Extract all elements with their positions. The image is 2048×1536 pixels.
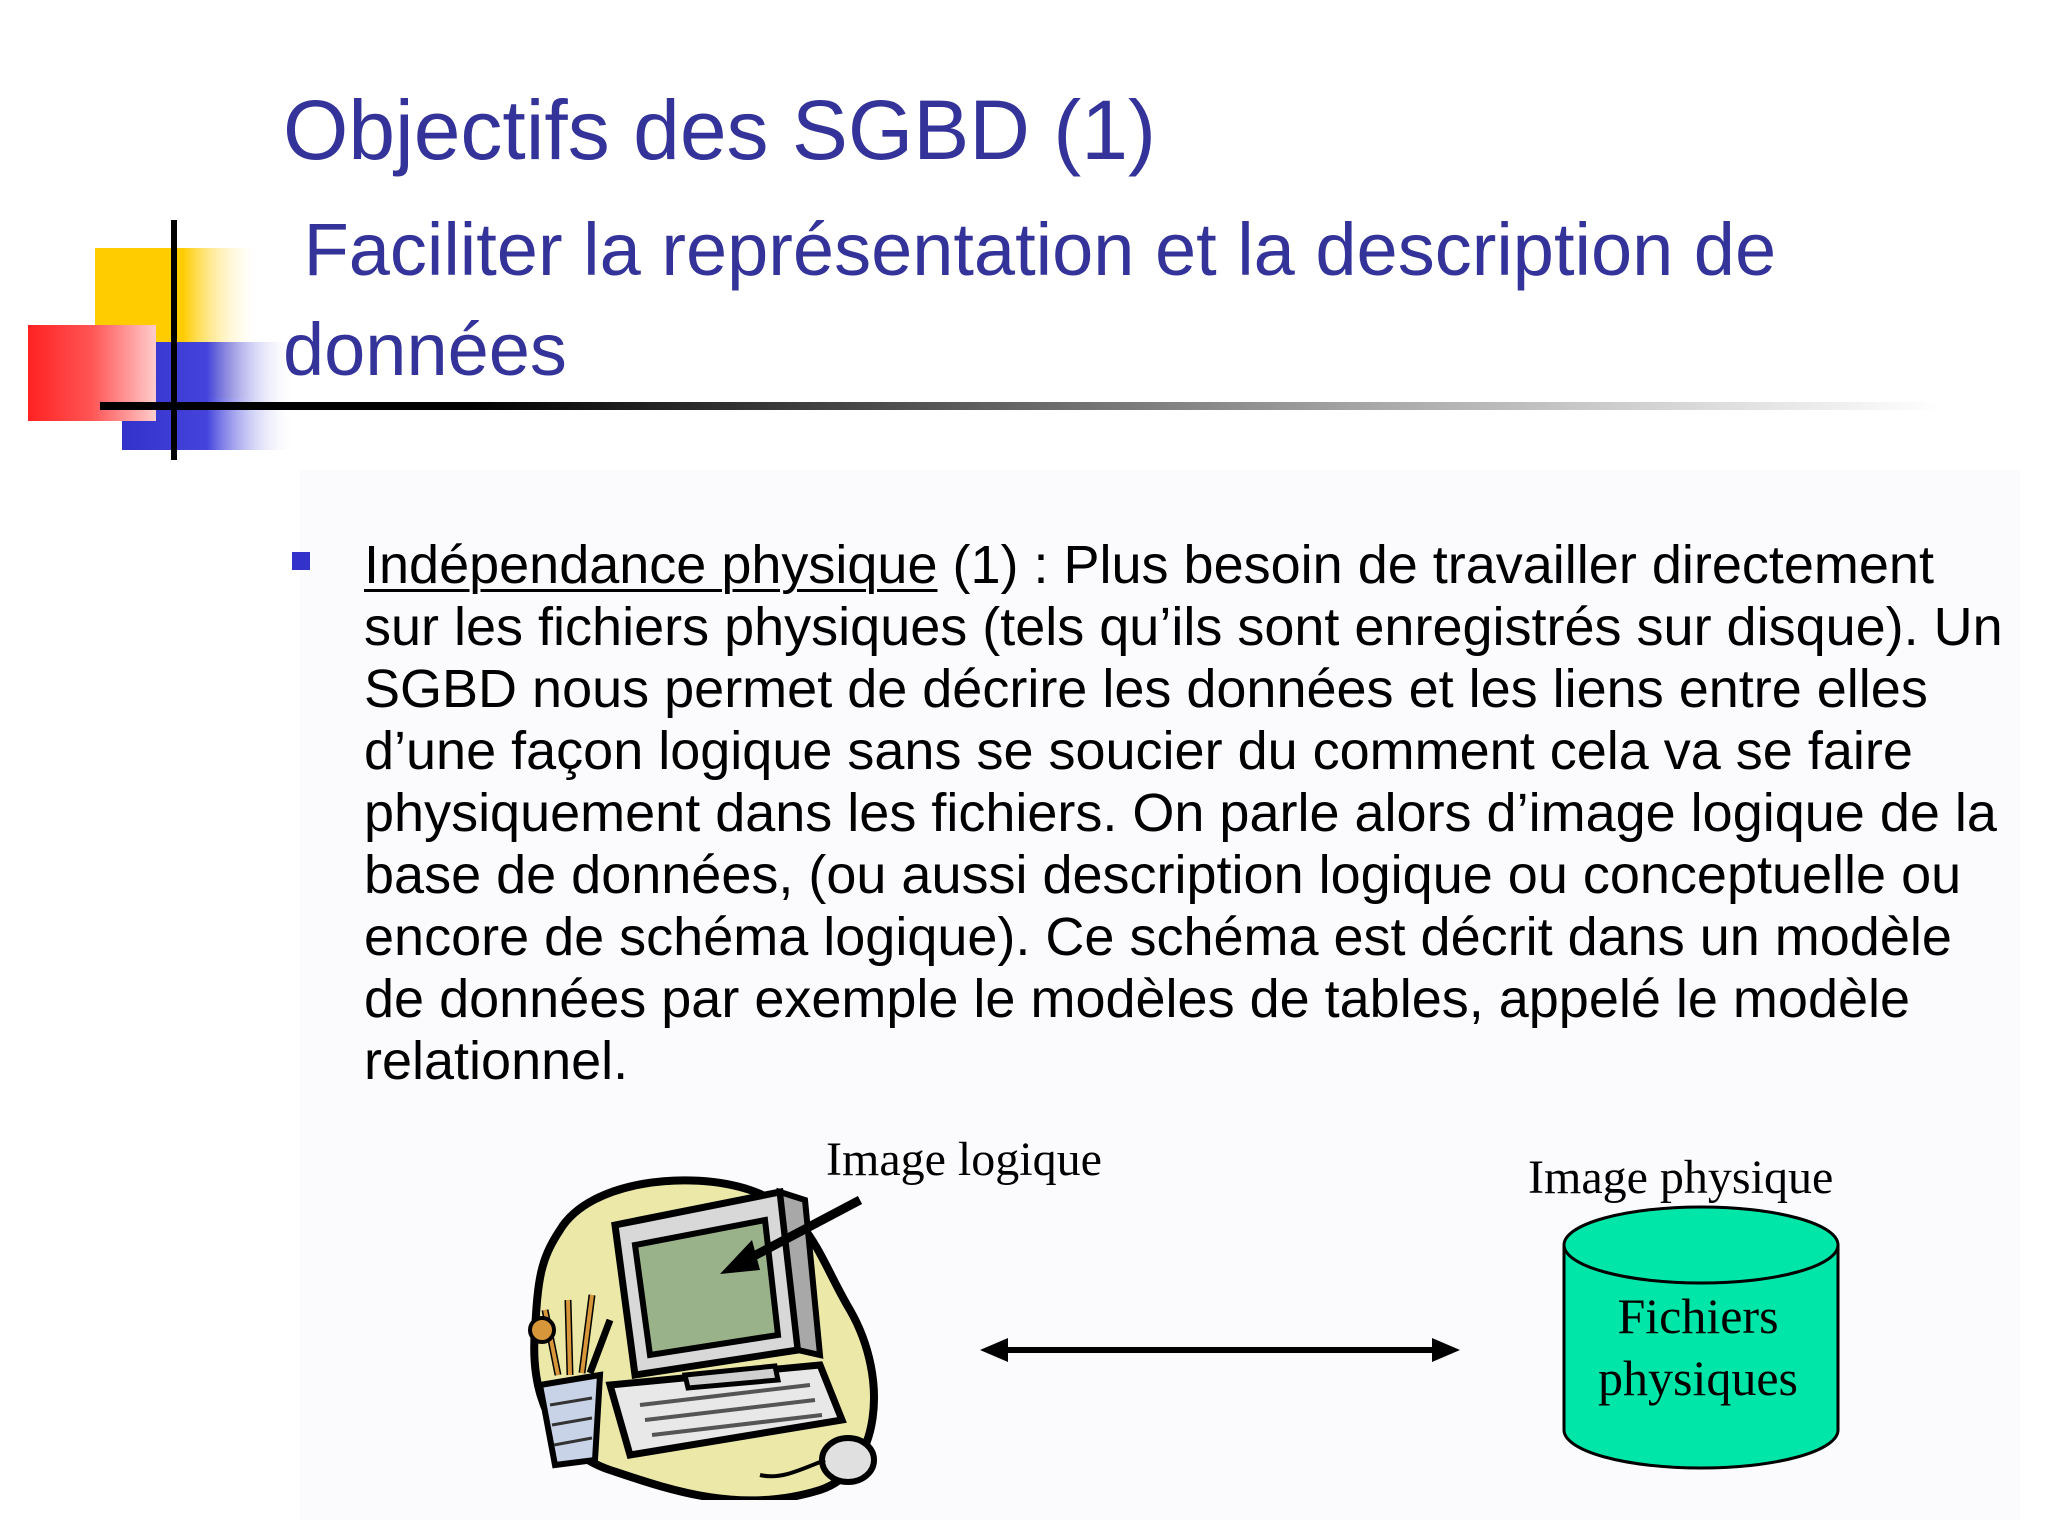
cylinder-label: Fichiers physiques xyxy=(1598,1288,1798,1406)
bullet-paragraph xyxy=(364,534,2004,1092)
decorative-squares-icon xyxy=(0,200,300,480)
physical-image-label: Image physique xyxy=(1528,1151,1834,1204)
bullet-body: (1) : Plus besoin de travailler directement sur les fichiers physiques (tels qu’ils sont enregistrés sur disque). Un SGBD nous permet de décrire les données et les liens entre elles d’une façon logique sans se soucier du comment cela va se faire physiquement dans les fichiers. On parle alors d’image logique de la base de données, (ou aussi description logique ou conceptuelle ou encore de schéma logique). Ce schéma est décrit dans un modèle de données par exemple le modèles de tables, appelé le modèle relationnel. xyxy=(364,535,2003,1091)
bullet-term: Indépendance physique xyxy=(364,535,938,595)
computer-clipart-icon xyxy=(520,1170,900,1500)
bullet-square-icon xyxy=(292,552,310,570)
logical-image-label: Image logique xyxy=(826,1133,1102,1186)
title-divider xyxy=(100,402,1940,410)
page-subtitle: Faciliter la représentation et la description de données xyxy=(283,208,1777,391)
double-headed-arrow-icon xyxy=(980,1330,1460,1370)
page-title: Objectifs des SGBD (1) xyxy=(283,83,1156,177)
